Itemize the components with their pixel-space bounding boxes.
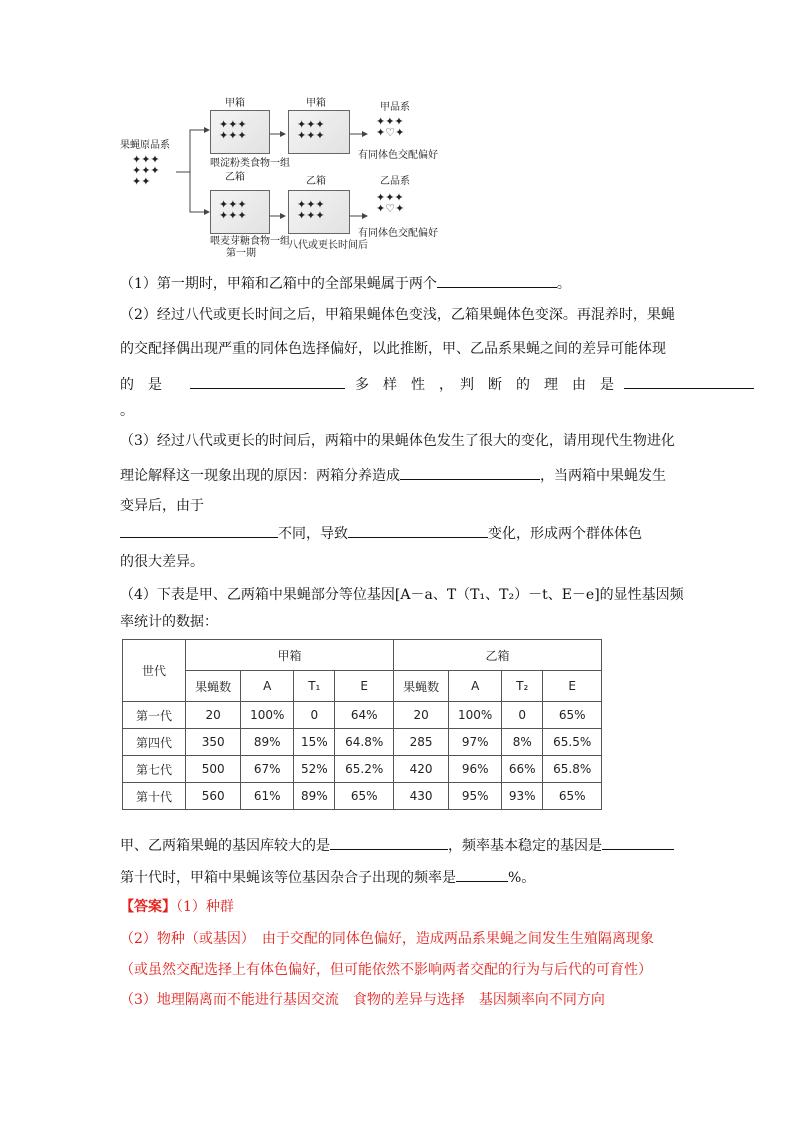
box-a-food-label: 喂淀粉类食物一组	[210, 158, 290, 169]
answer-line-1	[120, 897, 234, 917]
table-subheader: A	[241, 671, 294, 702]
q3-line-1: （3）经过八代或更长的时间后，两箱中的果蝇体色发生了很大的变化，请用现代生物进化	[120, 433, 675, 449]
q5-text-a: 甲、乙两箱果蝇的基因库较大的是	[120, 838, 330, 854]
table-cell: 0	[502, 702, 543, 729]
table-cell: 430	[393, 783, 448, 810]
q1-end: 。	[556, 276, 571, 292]
answer-2-alt: （或虽然交配选择上有体色偏好，但可能依然不影响两者交配的行为与后代的可育性）	[120, 962, 652, 978]
question-5-line-2	[120, 866, 535, 888]
table-header-generation: 世代	[123, 640, 186, 702]
table-cell: 560	[186, 783, 241, 810]
table-subheader: 果蝇数	[393, 671, 448, 702]
table-cell-generation: 第一代	[123, 702, 186, 729]
fly-icon: ✦✦✦ ✦✦✦	[297, 198, 325, 222]
origin-label: 果蝇原品系	[120, 140, 170, 151]
strain-b-label: 乙品系	[380, 176, 410, 187]
q3-text-a: 理论解释这一现象出现的原因：两箱分养造成	[120, 468, 400, 484]
table-cell-generation: 第四代	[123, 729, 186, 756]
answer-1: （1）种群	[176, 899, 234, 915]
table-cell: 500	[186, 756, 241, 783]
q2-blank-2[interactable]	[624, 373, 754, 389]
question-3-line-2	[120, 464, 666, 486]
table-subheader: E	[335, 671, 393, 702]
table-subheader: A	[449, 671, 502, 702]
question-2-line-3	[120, 373, 754, 395]
table-subheader: 果蝇数	[186, 671, 241, 702]
table-cell: 65%	[335, 783, 393, 810]
strain-a-label: 甲品系	[380, 102, 410, 113]
table-row	[123, 783, 602, 810]
table-cell: 65.2%	[335, 756, 393, 783]
q1-blank[interactable]	[437, 272, 557, 288]
table-cell: 65%	[543, 702, 602, 729]
after-label: 八代或更长时间后	[288, 240, 368, 251]
table-cell: 97%	[449, 729, 502, 756]
answer-tag: 【答案】	[120, 899, 176, 915]
q2-text-a: 的 是	[120, 377, 162, 393]
table-cell: 64.8%	[335, 729, 393, 756]
q5-text-d: %。	[508, 870, 536, 886]
q1-text: （1）第一期时，甲箱和乙箱中的全部果蝇属于两个	[120, 276, 437, 292]
fly-icon: ✦✦✦ ✦✦✦	[297, 118, 325, 142]
q3-blank-3[interactable]	[348, 522, 488, 538]
q2-text-b: 多 样 性 ， 判 断 的 理 由 是	[355, 377, 614, 393]
table-header-box-b: 乙箱	[393, 640, 601, 671]
q5-blank-3[interactable]	[456, 866, 508, 882]
fly-icon: ✦✦✦ ✦♡✦	[376, 115, 405, 139]
fly-icon: ✦✦✦ ✦✦✦ ✦✦	[132, 153, 160, 188]
table-header-box-a: 甲箱	[186, 640, 394, 671]
table-cell: 96%	[449, 756, 502, 783]
q2-blank-1[interactable]	[190, 373, 345, 389]
box-a-top-label: 甲箱	[225, 98, 245, 109]
table-cell-generation: 第十代	[123, 783, 186, 810]
table-cell: 0	[294, 702, 335, 729]
table-subheader: T₁	[294, 671, 335, 702]
table-header-row	[123, 640, 602, 671]
q5-blank-2[interactable]	[602, 834, 674, 850]
table-cell: 285	[393, 729, 448, 756]
q5-text-c: 第十代时，甲箱中果蝇该等位基因杂合子出现的频率是	[120, 870, 456, 886]
q2-line-4: 。	[120, 403, 134, 419]
question-3-line-4	[120, 522, 642, 544]
table-cell: 65%	[543, 783, 602, 810]
q3-blank-2[interactable]	[120, 522, 278, 538]
experiment-diagram	[118, 92, 438, 262]
gene-frequency-table	[122, 639, 602, 810]
q5-blank-1[interactable]	[330, 834, 448, 850]
table-cell: 420	[393, 756, 448, 783]
table-cell: 20	[186, 702, 241, 729]
table-cell-generation: 第七代	[123, 756, 186, 783]
table-cell: 20	[393, 702, 448, 729]
table-row	[123, 729, 602, 756]
question-5-line-1	[120, 834, 674, 856]
box-b-top-label: 乙箱	[225, 172, 245, 183]
table-subheader: T₂	[502, 671, 543, 702]
table-row	[123, 702, 602, 729]
table-cell: 100%	[449, 702, 502, 729]
table-subheader: E	[543, 671, 602, 702]
table-cell: 65.8%	[543, 756, 602, 783]
fly-icon: ✦✦✦ ✦✦✦	[219, 198, 247, 222]
box-a-period1	[210, 110, 270, 154]
table-cell: 93%	[502, 783, 543, 810]
box-b-food-label: 喂麦芽糖食物一组	[210, 236, 290, 247]
strain-a-pref: 有同体色交配偏好	[358, 150, 438, 161]
table-cell: 15%	[294, 729, 335, 756]
table-cell: 52%	[294, 756, 335, 783]
answer-3: （3）地理隔离而不能进行基因交流 食物的差异与选择 基因频率向不同方向	[120, 992, 605, 1008]
q4-line-2: 率统计的数据：	[120, 614, 218, 630]
q3-line-5: 的很大差异。	[120, 554, 204, 570]
table-cell: 66%	[502, 756, 543, 783]
fly-icon: ✦✦✦ ✦✦✦	[219, 118, 247, 142]
table-subheader-row	[123, 671, 602, 702]
table-cell: 8%	[502, 729, 543, 756]
box-b-after	[288, 190, 350, 234]
box-b2-label: 乙箱	[306, 176, 326, 187]
q3-text-d: 变化，形成两个群体体色	[488, 526, 642, 542]
q3-text-b: ，当两箱中果蝇发生	[540, 468, 666, 484]
table-cell: 350	[186, 729, 241, 756]
box-a2-label: 甲箱	[306, 98, 326, 109]
table-row	[123, 756, 602, 783]
table-cell: 100%	[241, 702, 294, 729]
question-1	[120, 272, 571, 294]
q2-line-2: 的交配择偶出现严重的同体色选择偏好，以此推断，甲、乙品系果蝇之间的差异可能体现	[120, 341, 666, 357]
q4-line-1: （4）下表是甲、乙两箱中果蝇部分等位基因[A－a、T（T₁、T₂）－t、E－e]的显性基因频	[120, 587, 684, 603]
answer-2: （2）物种（或基因） 由于交配的同体色偏好，造成两品系果蝇之间发生生殖隔离现象	[120, 931, 654, 947]
table-cell: 61%	[241, 783, 294, 810]
table-cell: 89%	[294, 783, 335, 810]
q5-text-b: ，频率基本稳定的基因是	[448, 838, 602, 854]
q3-blank-1[interactable]	[400, 464, 540, 480]
table-cell: 95%	[449, 783, 502, 810]
fly-icon: ✦✦✦ ✦♡✦	[376, 191, 405, 215]
table-cell: 64%	[335, 702, 393, 729]
table-cell: 65.5%	[543, 729, 602, 756]
box-a-after	[288, 110, 350, 154]
period1-label: 第一期	[226, 248, 256, 259]
strain-b-pref: 有同体色交配偏好	[358, 228, 438, 239]
box-b-period1	[210, 190, 270, 234]
table-cell: 89%	[241, 729, 294, 756]
q3-text-c: 不同，导致	[278, 526, 348, 542]
table-cell: 67%	[241, 756, 294, 783]
q2-line-1: （2）经过八代或更长时间之后，甲箱果蝇体色变浅，乙箱果蝇体色变深。再混养时，果蝇	[120, 307, 675, 323]
q3-line-3: 变异后，由于	[120, 498, 204, 514]
